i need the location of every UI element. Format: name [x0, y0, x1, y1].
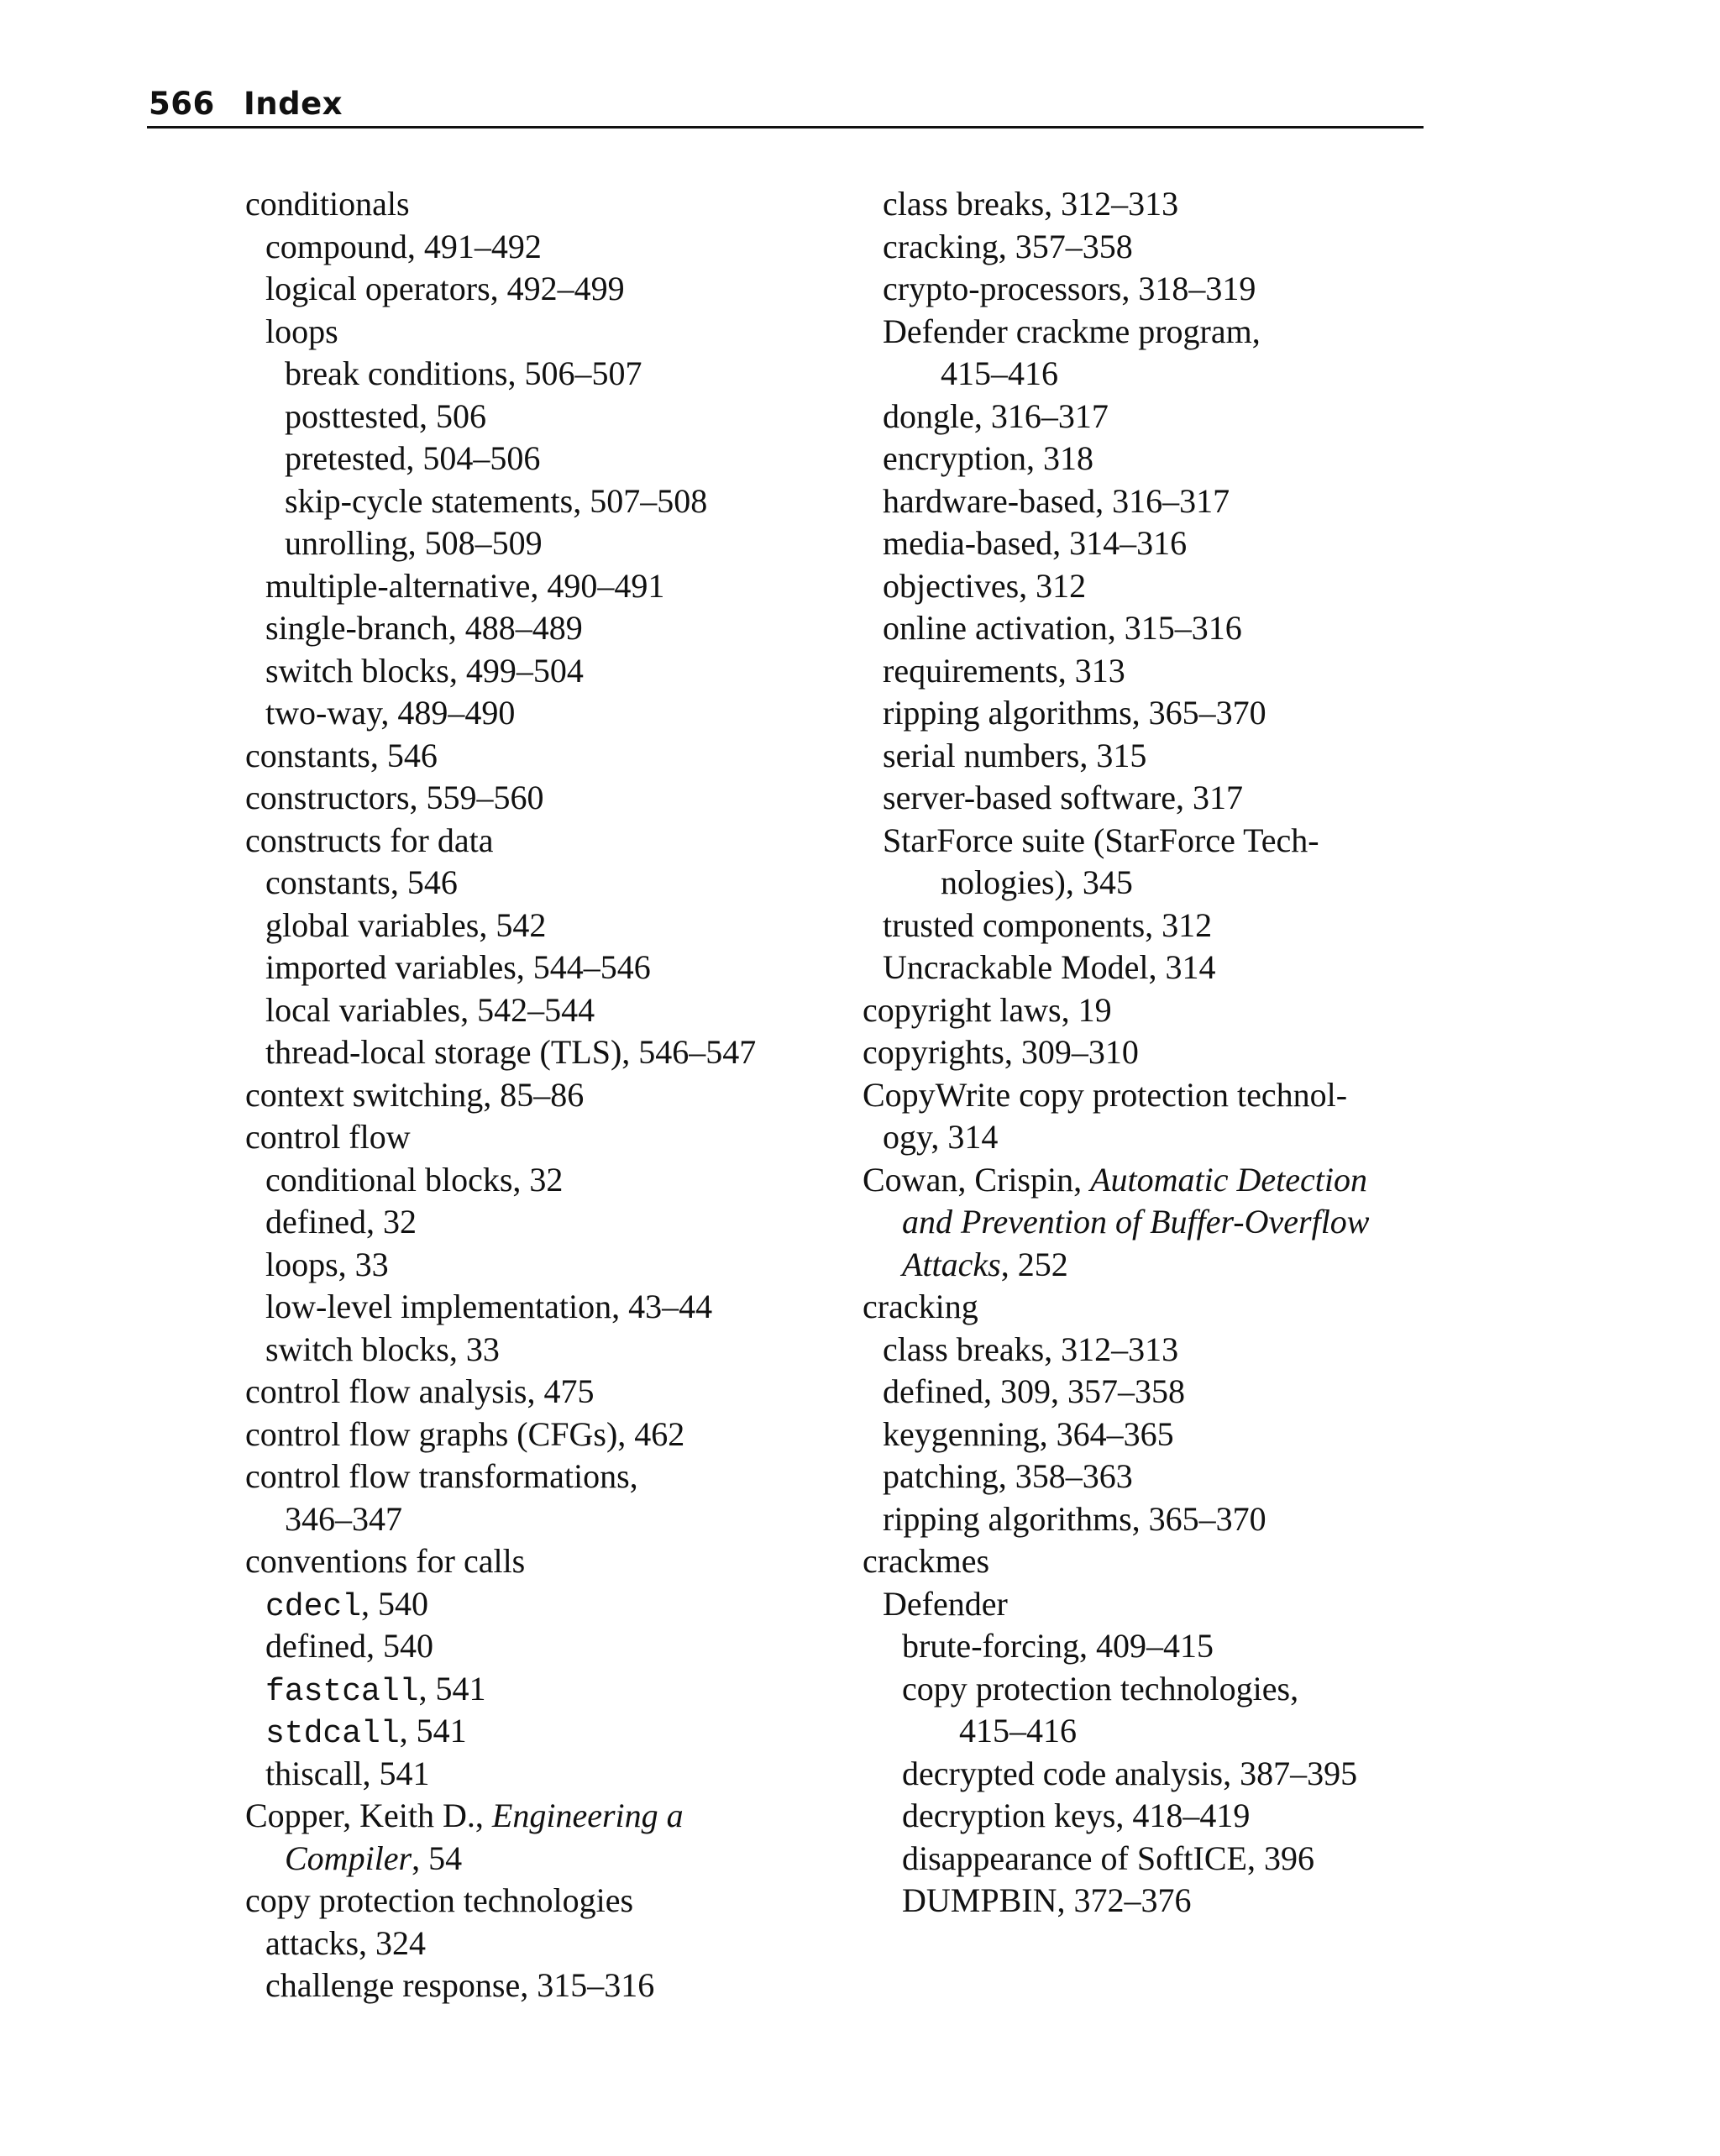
- index-subentry: compound, 491–492: [265, 227, 542, 265]
- index-subsubentry: break conditions, 506–507: [285, 354, 642, 392]
- index-subentry: class breaks, 312–313: [883, 1330, 1179, 1368]
- index-entry: CopyWrite copy protection technol-: [863, 1075, 1348, 1114]
- page-number: 566: [149, 86, 215, 122]
- index-entry: crackmes: [863, 1542, 990, 1580]
- index-entry: [863, 1159, 1434, 1202]
- index-subentry: [245, 1710, 850, 1753]
- index-subentry: global variables, 542: [265, 905, 547, 944]
- index-column-left: [245, 183, 850, 2007]
- index-subentry: ripping algorithms, 365–370: [883, 1499, 1266, 1538]
- index-subentry: logical operators, 492–499: [265, 270, 625, 307]
- index-entry-continuation: 415–416: [959, 1712, 1077, 1749]
- index-entry-continuation: [245, 1838, 850, 1881]
- code-term: cdecl: [265, 1588, 362, 1625]
- index-subentry: trusted components, 312: [883, 905, 1213, 944]
- index-subsubentry: DUMPBIN, 372–376: [902, 1881, 1192, 1919]
- index-subentry: Defender crackme program,: [883, 312, 1261, 350]
- index-entry: control flow graphs (CFGs), 462: [245, 1414, 685, 1453]
- index-entry: control flow analysis, 475: [245, 1372, 595, 1410]
- index-subentry: encryption, 318: [883, 439, 1094, 477]
- index-subentry: dongle, 316–317: [883, 396, 1109, 435]
- index-subentry: StarForce suite (StarForce Tech-: [883, 821, 1319, 859]
- index-entry: constructors, 559–560: [245, 779, 544, 816]
- index-subsubentry: decryption keys, 418–419: [902, 1797, 1251, 1834]
- index-entry-continuation: ogy, 314: [883, 1118, 999, 1156]
- index-subentry: low-level implementation, 43–44: [265, 1288, 713, 1325]
- author-name: Copper, Keith D.,: [245, 1797, 492, 1834]
- index-subentry: switch blocks, 33: [265, 1330, 500, 1368]
- index-subentry: class breaks, 312–313: [883, 185, 1179, 223]
- index-subentry: conditional blocks, 32: [265, 1160, 564, 1199]
- index-subsubentry: unrolling, 508–509: [285, 524, 543, 562]
- index-entry: copy protection technologies: [245, 1881, 634, 1919]
- index-subsubentry: disappearance of SoftICE, 396: [902, 1839, 1314, 1877]
- index-subsubentry: posttested, 506: [285, 396, 486, 435]
- index-entry-continuation: nologies), 345: [941, 863, 1133, 901]
- index-subsubentry: brute-forcing, 409–415: [902, 1627, 1214, 1665]
- page-ref: , 541: [418, 1669, 486, 1707]
- index-entry-continuation: 346–347: [285, 1499, 402, 1538]
- code-term: stdcall: [265, 1716, 400, 1752]
- index-subentry: ripping algorithms, 365–370: [883, 694, 1266, 732]
- index-subentry: loops, 33: [265, 1245, 389, 1283]
- index-entry: cracking: [863, 1288, 978, 1325]
- index-subentry: Defender: [883, 1584, 1008, 1623]
- index-subentry: constants, 546: [265, 863, 458, 901]
- index-entry: constructs for data: [245, 821, 494, 859]
- index-subentry: requirements, 313: [883, 651, 1125, 690]
- page-ref: , 541: [399, 1712, 467, 1749]
- index-subentry: [245, 1668, 850, 1711]
- index-entry: copyright laws, 19: [863, 990, 1112, 1029]
- index-entry: control flow: [245, 1118, 411, 1156]
- index-column-right: [863, 183, 1434, 1923]
- index-subsubentry: copy protection technologies,: [902, 1669, 1299, 1707]
- index-subsubentry: pretested, 504–506: [285, 439, 541, 477]
- book-title: Automatic Detection: [1090, 1160, 1368, 1199]
- index-entry: constants, 546: [245, 736, 438, 774]
- index-entry: conventions for calls: [245, 1542, 526, 1580]
- index-subentry: media-based, 314–316: [883, 524, 1188, 562]
- index-subentry: cracking, 357–358: [883, 227, 1133, 265]
- index-subentry: [245, 1583, 850, 1626]
- index-entry-continuation: 415–416: [941, 354, 1058, 392]
- index-entry: control flow transformations,: [245, 1457, 638, 1495]
- index-subentry: hardware-based, 316–317: [883, 481, 1230, 520]
- index-subentry: defined, 540: [265, 1627, 433, 1665]
- index-entry-continuation: [863, 1244, 1434, 1287]
- page-header: [147, 81, 1424, 129]
- code-term: fastcall: [265, 1673, 419, 1710]
- index-subentry: defined, 309, 357–358: [883, 1372, 1185, 1410]
- index-subentry: multiple-alternative, 490–491: [265, 566, 665, 605]
- index-subsubentry: decrypted code analysis, 387–395: [902, 1754, 1358, 1792]
- index-subsubentry: skip-cycle statements, 507–508: [285, 481, 708, 520]
- index-subentry: imported variables, 544–546: [265, 948, 651, 986]
- index-subentry: server-based software, 317: [883, 779, 1244, 816]
- index-subentry: defined, 32: [265, 1203, 417, 1241]
- book-title: Compiler: [285, 1839, 412, 1877]
- index-entry: copyrights, 309–310: [863, 1033, 1139, 1071]
- index-subentry: local variables, 542–544: [265, 990, 595, 1029]
- index-subentry: serial numbers, 315: [883, 736, 1147, 774]
- index-entry-continuation: and Prevention of Buffer-Overflow: [902, 1203, 1370, 1241]
- book-title: Engineering a: [491, 1797, 684, 1834]
- index-subentry: thread-local storage (TLS), 546–547: [265, 1033, 757, 1071]
- index-subentry: objectives, 312: [883, 566, 1087, 605]
- index-subentry: patching, 358–363: [883, 1457, 1133, 1495]
- book-title: Attacks: [902, 1245, 1001, 1283]
- page-ref: , 252: [1000, 1245, 1068, 1283]
- index-entry: context switching, 85–86: [245, 1075, 585, 1114]
- page-title: Index: [244, 86, 343, 122]
- index-subentry: challenge response, 315–316: [265, 1966, 655, 2004]
- index-subentry: single-branch, 488–489: [265, 609, 583, 647]
- index-subentry: thiscall, 541: [265, 1754, 430, 1792]
- index-subentry: loops: [265, 312, 338, 350]
- index-subentry: keygenning, 364–365: [883, 1414, 1174, 1453]
- index-entry: [245, 1795, 850, 1838]
- index-subentry: attacks, 324: [265, 1923, 427, 1962]
- index-subentry: online activation, 315–316: [883, 609, 1242, 647]
- index-subentry: two-way, 489–490: [265, 694, 516, 732]
- index-subentry: switch blocks, 499–504: [265, 651, 584, 690]
- index-entry: conditionals: [245, 185, 410, 223]
- author-name: Cowan, Crispin,: [863, 1160, 1091, 1199]
- page-ref: , 540: [361, 1584, 429, 1623]
- page-ref: , 54: [412, 1839, 463, 1877]
- index-subentry: Uncrackable Model, 314: [883, 948, 1216, 986]
- index-subentry: crypto-processors, 318–319: [883, 270, 1256, 307]
